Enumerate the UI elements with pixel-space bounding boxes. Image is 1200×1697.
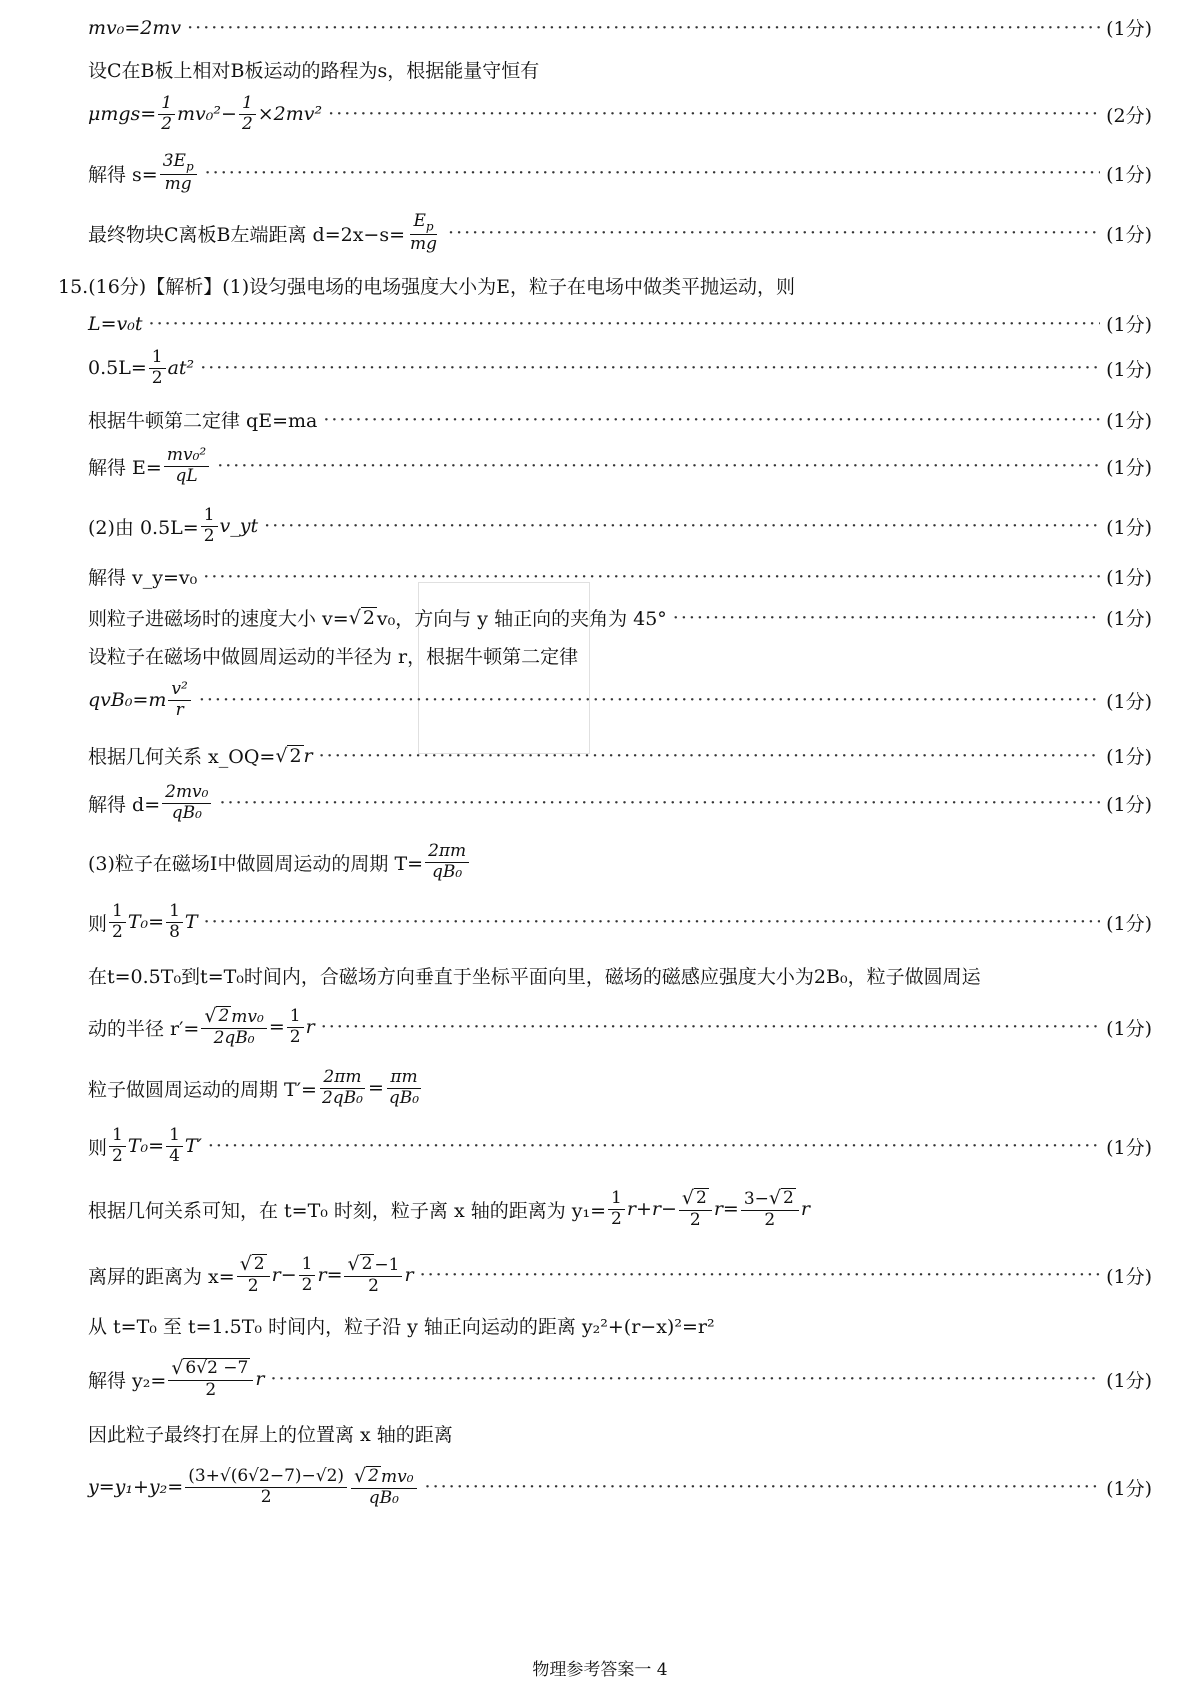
denominator: qB₀: [388, 1087, 420, 1108]
dot-leader: [328, 103, 1100, 125]
dot-leader: [270, 1368, 1100, 1390]
eq-part: 0.5L=: [88, 357, 147, 380]
denominator: 2: [161, 113, 173, 134]
numerator: 1: [166, 902, 183, 923]
sqrt: [240, 1254, 267, 1276]
numerator: 2πm: [425, 842, 469, 863]
dot-leader: [204, 911, 1101, 933]
eq-part: v₀，方向与 y 轴正向的夹角为 45°: [376, 608, 667, 630]
line-energy-eq: [88, 94, 1152, 134]
line-solve-y2: [88, 1358, 1152, 1400]
fraction: [149, 348, 166, 388]
denominator: 2: [151, 367, 163, 388]
num-text: 3E: [162, 151, 186, 171]
score-label: (1分): [1106, 793, 1152, 816]
numerator: 1: [166, 1126, 183, 1147]
fraction: [679, 1188, 712, 1230]
sqrt: [204, 1006, 231, 1028]
denominator: mg: [410, 234, 438, 255]
line-quarter-T: [88, 1126, 1152, 1166]
dot-leader: [187, 17, 1100, 39]
denominator: r: [175, 699, 184, 720]
numerator: [410, 212, 436, 235]
text: 因此粒子最终打在屏上的位置离 x 轴的距离: [88, 1424, 453, 1446]
denominator: qB₀: [368, 1487, 399, 1508]
equation: [88, 680, 193, 720]
line-solve-s: [88, 152, 1152, 195]
score-label: (2分): [1106, 104, 1152, 127]
eq-part: r: [271, 1264, 281, 1287]
eq-part: 解得 s=: [88, 163, 158, 186]
equation: [88, 742, 313, 769]
fraction: [741, 1188, 799, 1230]
dot-leader: [319, 745, 1100, 767]
sqrt: [171, 1358, 250, 1380]
score-label: (1分): [1106, 516, 1152, 539]
numerator: [741, 1188, 799, 1211]
equation-text: mv₀=2mv: [88, 16, 182, 39]
fraction: [287, 1007, 304, 1047]
eq-part: ×2mv²: [257, 103, 323, 126]
score-label: (1分): [1106, 608, 1152, 630]
num-sub: p: [185, 159, 194, 174]
eq-part: T₀=: [127, 1135, 165, 1158]
line-new-radius: [88, 1006, 1152, 1048]
text: 设粒子在磁场中做圆周运动的半径为 r，根据牛顿第二定律: [88, 646, 579, 668]
fraction: [407, 212, 440, 255]
eq-part: r: [255, 1368, 265, 1391]
fraction: [299, 1255, 316, 1295]
question-heading: 15.(16分)【解析】(1)设匀强电场的电场强度大小为E，粒子在电场中做类平抛运动，则: [58, 276, 796, 298]
line-part2-start: [88, 506, 1152, 546]
sqrt: [349, 607, 377, 629]
text: 根据牛顿第二定律 qE=ma: [88, 410, 318, 432]
dot-leader: [208, 1135, 1100, 1157]
equation: [88, 348, 194, 388]
denominator: qL: [175, 465, 198, 486]
line-solve-vy: [88, 563, 1152, 590]
text: 从 t=T₀ 至 t=1.5T₀ 时间内，粒子沿 y 轴正向运动的距离 y₂²+(r−x)²=r²: [88, 1316, 715, 1338]
eq-part: 根据几何关系可知，在 t=T₀ 时刻，粒子离 x 轴的距离为 y₁=: [88, 1199, 607, 1222]
line-half-T0: [88, 902, 1152, 942]
dot-leader: [420, 1264, 1101, 1286]
fraction: [160, 152, 197, 195]
page-footer: 物理参考答案一 4: [532, 1660, 668, 1680]
radical-sign: √: [347, 1253, 360, 1275]
eq-part: r: [305, 1016, 315, 1039]
denominator: 2: [247, 1275, 259, 1296]
numerator: [679, 1188, 712, 1211]
equation: [88, 604, 667, 631]
equation: [88, 446, 211, 486]
eq-part: qvB₀=m: [88, 689, 167, 712]
text: 在t=0.5T₀到t=T₀时间内，合磁场方向垂直于坐标平面向里，磁场的磁感应强度大小为2B₀，粒子做圆周运: [88, 966, 981, 988]
numerator: [344, 1254, 402, 1277]
numerator: 1: [109, 902, 126, 923]
text: 设C在B板上相对B板运动的路程为s，根据能量守恒有: [88, 60, 540, 82]
eq-part: mv₀²−: [177, 103, 237, 126]
fraction: [425, 842, 469, 882]
num-text: mv₀: [231, 1007, 264, 1027]
eq-part: r: [303, 744, 313, 767]
eq-part: r: [800, 1198, 810, 1221]
numerator: 1: [287, 1007, 304, 1028]
fraction: [351, 1466, 416, 1508]
score-label: (1分): [1106, 18, 1152, 40]
denominator: 2: [689, 1209, 701, 1230]
numerator: mv₀²: [164, 446, 209, 467]
fraction: [162, 783, 211, 823]
numerator: 2πm: [320, 1068, 364, 1089]
fraction: [201, 1006, 266, 1048]
eq-part: T: [184, 911, 198, 934]
denominator: 2: [205, 1379, 217, 1400]
equation: 粒子做圆周运动的周期 T′= $\frac{2\pi m}{\text{2qB₀}}$ = $\frac{\pi m}{\text{qB₀}}$: [88, 1068, 424, 1108]
line-y2-motion: [88, 1312, 1152, 1339]
fraction: [608, 1189, 625, 1229]
radicand: 2: [361, 1254, 373, 1274]
dot-leader: [219, 792, 1100, 814]
text: 解得 v_y=v₀: [88, 567, 198, 589]
denominator: 2: [368, 1275, 379, 1296]
line-part3-period: [88, 842, 1152, 882]
denominator: 8: [169, 921, 180, 942]
equation: [88, 1126, 202, 1166]
dot-leader: [425, 1476, 1101, 1498]
line-energy-intro: [88, 56, 1152, 83]
fraction: [185, 1467, 347, 1507]
dot-leader: [673, 607, 1100, 629]
fraction: [201, 506, 218, 546]
line-lorentz: [88, 680, 1152, 720]
line-combined-field: [88, 962, 1152, 989]
line-final-distance: [88, 212, 1152, 255]
num-text: 3−: [743, 1189, 769, 1209]
fraction: [319, 1068, 366, 1108]
equation: [88, 842, 471, 882]
dot-leader: [448, 222, 1100, 244]
line-L: [88, 310, 1152, 337]
numerator: [160, 152, 197, 175]
radical-sign: √: [275, 744, 288, 767]
score-label: (1分): [1106, 314, 1152, 336]
denominator: 2: [112, 921, 123, 942]
radicand: 2: [289, 744, 302, 767]
numerator: (3+√(6√2−7)−√2): [185, 1467, 347, 1488]
equation: 动的半径 r′= √ 2 mv₀ 2qB₀ = $\frac{1}{2}$ r: [88, 1005, 315, 1048]
eq-part: 根据几何关系 x_OQ=: [88, 746, 276, 768]
score-label: (1分): [1106, 690, 1152, 713]
sqrt: [354, 1466, 381, 1488]
equation: [88, 506, 258, 546]
sqrt: [682, 1188, 709, 1210]
numerator: 1: [149, 348, 166, 369]
radicand: 2: [783, 1188, 794, 1208]
eq-part: y=y₁+y₂=: [88, 1476, 184, 1499]
radical-sign: √: [681, 1187, 694, 1209]
line-screen-distance: [88, 1254, 1152, 1296]
equation: 根据几何关系可知，在 t=T₀ 时刻，粒子离 x 轴的距离为 y₁= $\frac{1}{2}$ r+r− √ 2 2 r = 3− √ 2 2 r: [88, 1187, 810, 1230]
score-label: (1分): [1106, 1265, 1152, 1288]
eq-part: 动的半径 r′=: [88, 1017, 200, 1040]
eq-part: μmgs=: [88, 103, 157, 126]
denominator: 2qB₀: [321, 1087, 363, 1108]
dot-leader: [264, 515, 1100, 537]
denominator: qB₀: [432, 861, 463, 882]
score-label: (1分): [1106, 1136, 1152, 1159]
score-label: (1分): [1106, 223, 1152, 246]
denominator: 2: [241, 113, 253, 134]
denominator: 2: [260, 1486, 272, 1507]
fraction: [164, 446, 209, 486]
radicand: 6√2 −7: [185, 1358, 249, 1378]
denominator: 2: [289, 1026, 301, 1047]
equation: 离屏的距离为 x= √ 2 2 r − $\frac{1}{2}$ r = √ 2 −1 2 r: [88, 1253, 414, 1296]
score-label: (1分): [1106, 1369, 1152, 1392]
eq-part: T₀=: [127, 911, 165, 934]
num-text: mv₀: [380, 1467, 414, 1487]
num-text: −1: [374, 1255, 400, 1275]
line-solve-E: [88, 446, 1152, 486]
eq-part: 解得 d=: [88, 793, 161, 816]
eq-part: 则: [88, 912, 108, 935]
numerator: [351, 1466, 416, 1489]
score-label: (1分): [1106, 358, 1152, 381]
denominator: qB₀: [171, 802, 202, 823]
dot-leader: [203, 566, 1100, 588]
score-label: (1分): [1106, 746, 1152, 768]
score-label: (1分): [1106, 456, 1152, 479]
dot-leader: [149, 313, 1101, 335]
line-velocity: [88, 604, 1152, 631]
score-label: (1分): [1106, 1017, 1152, 1040]
numerator: v²: [168, 680, 190, 701]
eq-part: T′: [184, 1135, 202, 1158]
eq-part: (3)粒子在磁场Ⅰ中做圆周运动的周期 T=: [88, 852, 424, 875]
radicand: 2: [695, 1188, 707, 1208]
line-radius-intro: [88, 642, 1152, 669]
radicand: 2: [218, 1006, 230, 1026]
numerator: 1: [201, 506, 218, 527]
eq-part: 解得 y₂=: [88, 1369, 167, 1392]
score-label: (1分): [1106, 912, 1152, 935]
question-15-header: [58, 272, 1152, 299]
eq-part: 最终物块C离板B左端距离 d=2x−s=: [88, 223, 406, 246]
line-y1: [88, 1188, 1152, 1230]
radical-sign: √: [348, 606, 361, 629]
equation: [88, 94, 322, 134]
equation: [88, 212, 442, 255]
radical-sign: √: [171, 1357, 184, 1379]
numerator: 1: [109, 1126, 126, 1147]
numerator: [201, 1006, 266, 1029]
line-final-intro: [88, 1420, 1152, 1447]
denominator: 2: [301, 1274, 313, 1295]
radical-sign: √: [239, 1253, 252, 1275]
line-final-y: [88, 1466, 1152, 1508]
dot-leader: [200, 357, 1100, 379]
fraction: [168, 680, 190, 720]
radical-sign: √: [768, 1187, 781, 1209]
numerator: πm: [387, 1068, 420, 1089]
numerator: 1: [239, 94, 256, 115]
num-sub: p: [425, 219, 434, 234]
line-new-period: [88, 1068, 1152, 1108]
denominator: mg: [164, 174, 192, 195]
fraction: [109, 902, 126, 942]
eq-part: (2)由 0.5L=: [88, 516, 199, 539]
eq-part: r: [713, 1198, 723, 1221]
sqrt: [275, 745, 303, 767]
eq-part: 粒子做圆周运动的周期 T′=: [88, 1078, 317, 1101]
eq-part: v_yt: [219, 515, 259, 538]
dot-leader: [199, 689, 1100, 711]
radical-sign: √: [354, 1465, 367, 1487]
eq-part: r+r−: [626, 1198, 677, 1221]
sqrt: [769, 1188, 796, 1210]
numerator: 2mv₀: [162, 783, 211, 804]
fraction: [168, 1358, 253, 1400]
denominator: 2: [112, 1145, 123, 1166]
equation: [88, 1466, 419, 1508]
eq-part: at²: [167, 357, 195, 380]
line-half-L: [88, 348, 1152, 388]
numerator: 1: [158, 94, 175, 115]
score-label: (1分): [1106, 1477, 1152, 1500]
eq-part: 则: [88, 1136, 108, 1159]
denominator: 2qB₀: [213, 1027, 255, 1048]
numerator: [168, 1358, 253, 1381]
eq-part: r: [404, 1264, 414, 1287]
dot-leader: [205, 162, 1100, 184]
line-momentum: [88, 14, 1152, 41]
eq-part: r: [317, 1264, 327, 1287]
equation-text: L=v₀t: [88, 312, 143, 335]
dot-leader: [217, 455, 1100, 477]
denominator: 2: [611, 1208, 622, 1229]
score-label: (1分): [1106, 567, 1152, 589]
equation: [88, 1358, 264, 1400]
fraction: [109, 1126, 126, 1166]
radicand: 2: [253, 1254, 265, 1274]
denominator: 2: [764, 1209, 776, 1230]
radicand: 2: [362, 606, 375, 629]
denominator: 4: [169, 1145, 180, 1166]
fraction: [386, 1068, 422, 1108]
eq-part: 则粒子进磁场时的速度大小 v=: [88, 608, 349, 630]
radical-sign: √: [204, 1005, 217, 1027]
equation: [88, 152, 199, 195]
num-text: E: [413, 211, 426, 231]
fraction: [239, 94, 256, 134]
fraction: [237, 1254, 270, 1296]
denominator: 2: [203, 525, 215, 546]
eq-part: 解得 E=: [88, 456, 162, 479]
equation: [88, 902, 198, 942]
line-solve-d: [88, 783, 1152, 823]
score-label: (1分): [1106, 410, 1152, 432]
fraction: [344, 1254, 402, 1296]
line-geometry: [88, 742, 1152, 769]
dot-leader: [321, 1016, 1100, 1038]
line-newton: [88, 406, 1152, 433]
radicand: 2: [368, 1466, 379, 1486]
equation: [88, 783, 213, 823]
score-label: (1分): [1106, 163, 1152, 186]
sqrt: [347, 1254, 374, 1276]
dot-leader: [323, 409, 1100, 431]
fraction: [166, 902, 183, 942]
numerator: 1: [299, 1255, 316, 1276]
fraction: [158, 94, 175, 134]
fraction: [166, 1126, 183, 1166]
numerator: [237, 1254, 270, 1277]
numerator: 1: [608, 1189, 625, 1210]
eq-part: 离屏的距离为 x=: [88, 1265, 235, 1288]
